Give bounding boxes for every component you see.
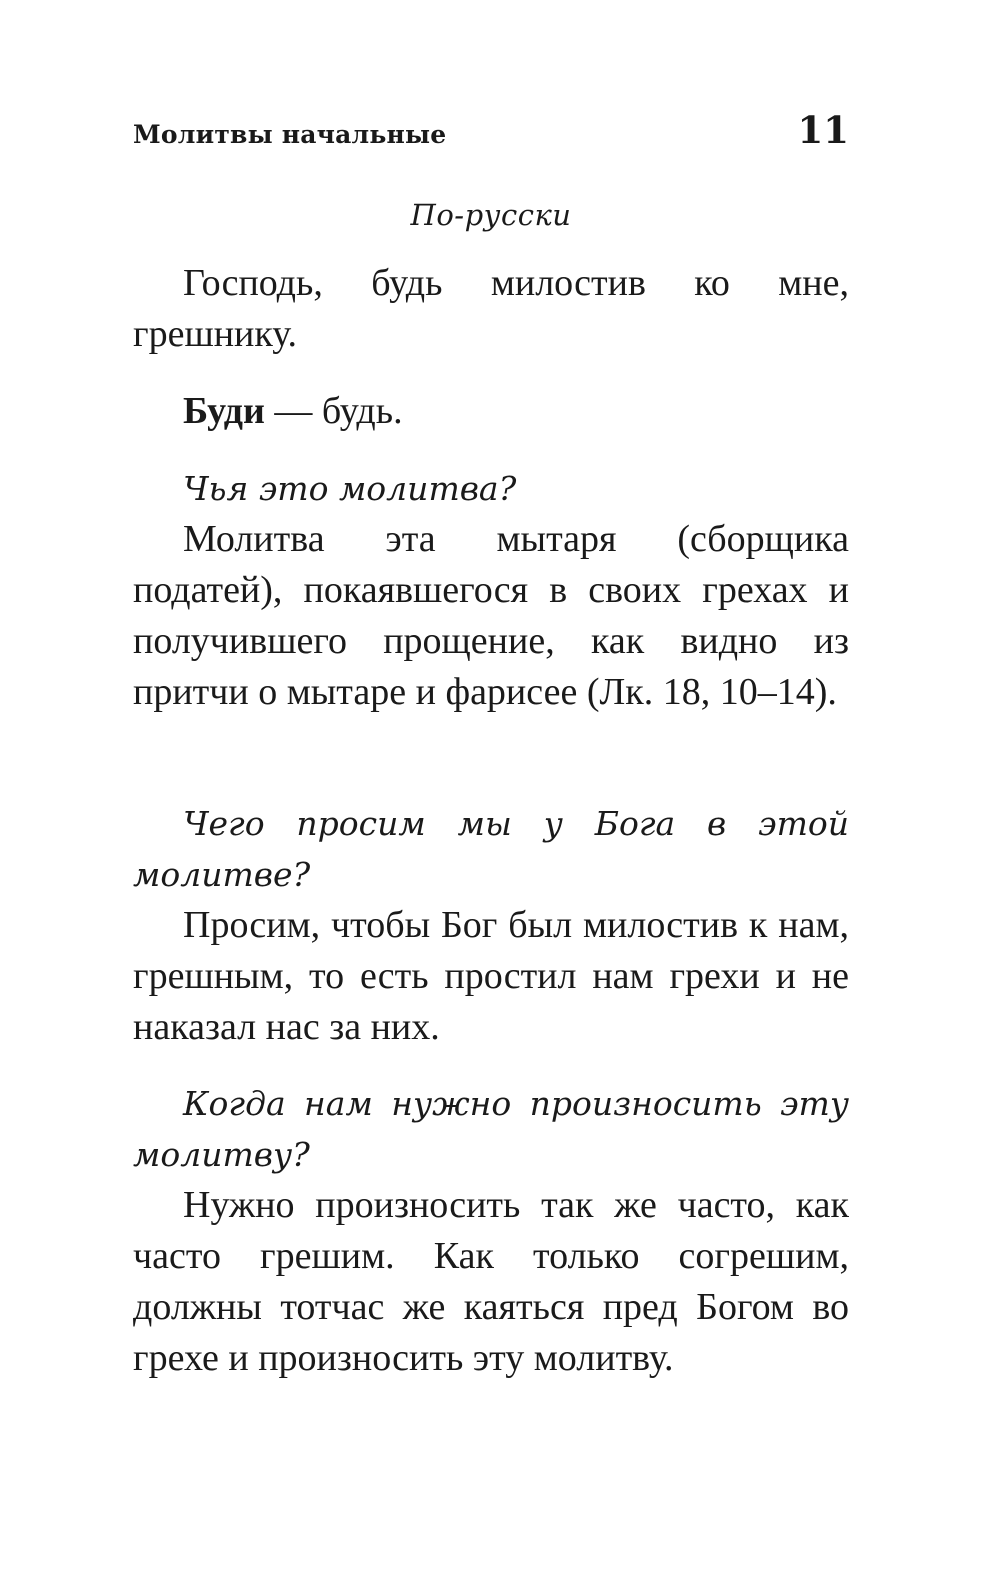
glossary-definition: будь. — [321, 390, 403, 432]
question: Когда нам нужно произносить эту молитву? — [133, 1084, 849, 1174]
glossary-separator: — — [264, 390, 322, 432]
qa-block-1 — [133, 463, 849, 718]
glossary-block — [133, 386, 849, 437]
question: Чего просим мы у Бога в этой молитве? — [133, 804, 849, 894]
page-number: 11 — [797, 108, 849, 152]
translation-block — [133, 258, 849, 360]
section-title: Молитвы начальные — [133, 120, 447, 149]
glossary-term: Буди — [183, 390, 265, 432]
answer: Молитва эта мытаря (сборщика податей), покаявшегося в своих грехах и получившего прощение, как видно из притчи о мытаре и фарисее (Лк. 18, 10–14). — [133, 518, 849, 713]
qa-block-2 — [133, 798, 849, 1053]
running-header — [133, 108, 849, 158]
translation-text: Господь, будь милостив ко мне, грешнику. — [133, 262, 849, 355]
answer: Просим, чтобы Бог был милостив к нам, грешным, то есть простил нам грехи и не наказал нас за них. — [133, 904, 849, 1048]
glossary-entry — [133, 386, 849, 437]
qa-block-3 — [133, 1078, 849, 1384]
question: Чья это молитва? — [183, 469, 517, 508]
answer: Нужно произносить так же часто, как часто грешим. Как только согрешим, должны тотчас же каяться пред Богом во грехе и произносить эту молитву. — [133, 1184, 849, 1379]
subheading: По-русски — [410, 198, 572, 232]
